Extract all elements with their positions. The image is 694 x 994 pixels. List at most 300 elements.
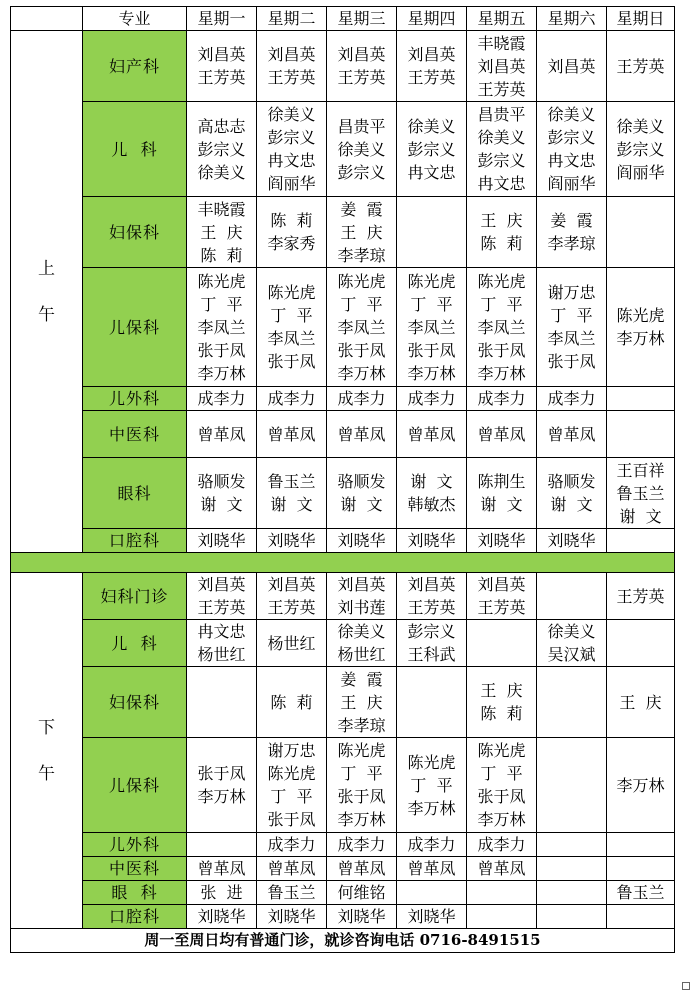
doctor-name: 杨世红 [267,633,316,653]
doctor-name: 张于凤 [477,340,526,360]
doctor-cell [397,268,467,387]
doctor-name: 刘晓华 [477,531,526,550]
doctor-name: 刘晓华 [197,907,246,926]
doctor-name: 彭宗义 [547,128,596,147]
doctor-name: 刘晓华 [547,531,596,550]
doctor-name: 刘晓华 [407,907,456,926]
doctor-name: 王 庆 [480,211,523,230]
doctor-name: 杨世红 [197,645,246,664]
doctor-cell [607,31,675,102]
schedule-row [11,197,675,268]
doctor-name: 刘昌英 [547,56,596,76]
schedule-row [11,667,675,738]
doctor-name: 陈 莉 [270,211,313,230]
doctor-cell [397,857,467,881]
specialty-cell: 儿保科 [83,738,187,833]
doctor-cell [607,529,675,553]
schedule-table [10,6,675,953]
doctor-cell [397,738,467,833]
doctor-name: 刘晓华 [337,531,386,550]
doctor-name: 陈光虎 [267,764,316,783]
doctor-name: 陈光虎 [407,271,456,291]
doctor-cell [467,411,537,458]
doctor-name: 曾革凤 [407,424,456,444]
doctor-cell [187,102,257,197]
doctor-cell [607,387,675,411]
specialty-cell: 口腔科 [83,905,187,929]
doctor-name: 李万林 [477,810,526,829]
doctor-cell [257,529,327,553]
section-separator [11,553,675,573]
schedule-body [11,7,675,953]
doctor-name: 昌贵平 [477,105,526,124]
doctor-name: 张于凤 [337,340,386,360]
doctor-cell [187,411,257,458]
doctor-cell [187,905,257,929]
doctor-name: 姜 霞 [340,669,383,689]
doctor-name: 成李力 [547,389,596,408]
doctor-name: 张于凤 [337,787,386,806]
doctor-name: 刘昌英 [337,45,386,64]
doctor-name: 李孝琼 [337,245,386,265]
doctor-name: 陈光虎 [337,271,386,291]
doctor-name: 张于凤 [197,764,246,783]
doctor-cell [257,387,327,411]
doctor-name: 吴汉斌 [547,645,596,664]
doctor-name: 张于凤 [407,340,456,360]
schedule-row [11,857,675,881]
doctor-cell [257,197,327,268]
footer-row [11,929,675,953]
doctor-cell [537,411,607,458]
period-char: 下 [38,717,55,738]
schedule-row [11,31,675,102]
doctor-name: 刘晓华 [197,531,246,550]
doctor-name: 刘昌英 [407,575,456,594]
doctor-name: 姜 霞 [550,211,593,230]
doctor-cell [327,905,397,929]
doctor-name: 谢 文 [619,506,662,526]
doctor-cell [187,387,257,411]
schedule-row [11,458,675,529]
doctor-name: 王芳英 [267,598,316,617]
doctor-name: 徐美义 [407,116,456,136]
doctor-cell [537,31,607,102]
doctor-name: 谢万忠 [547,283,596,302]
doctor-name: 成李力 [267,835,316,854]
doctor-name: 何维铭 [337,883,386,902]
doctor-cell [257,31,327,102]
specialty-cell: 眼科 [83,458,187,529]
doctor-cell [467,738,537,833]
specialty-cell: 儿保科 [83,268,187,387]
doctor-cell [467,387,537,411]
doctor-name: 成李力 [337,835,386,854]
doctor-name: 陈光虎 [267,283,316,302]
doctor-cell [397,411,467,458]
doctor-name: 丰晓霞 [197,199,246,219]
doctor-cell [397,31,467,102]
doctor-cell [607,102,675,197]
schedule-row [11,738,675,833]
specialty-cell: 口腔科 [83,529,187,553]
doctor-name: 徐美义 [547,105,596,124]
doctor-cell [537,573,607,620]
doctor-name: 徐美义 [197,162,246,182]
doctor-cell [467,268,537,387]
doctor-name: 谢 文 [480,495,523,514]
doctor-name: 王芳英 [407,598,456,617]
doctor-cell [187,738,257,833]
doctor-name: 王芳英 [197,68,246,87]
doctor-cell [327,268,397,387]
doctor-name: 徐美义 [337,139,386,159]
doctor-name: 曾革凤 [197,859,246,878]
doctor-cell [187,458,257,529]
doctor-name: 李孝琼 [337,715,386,735]
doctor-name: 徐美义 [477,128,526,147]
doctor-cell [397,833,467,857]
doctor-name: 刘晓华 [267,531,316,550]
doctor-cell [327,833,397,857]
schedule-row [11,573,675,620]
doctor-name: 刘昌英 [267,575,316,594]
doctor-cell [467,197,537,268]
doctor-cell [537,738,607,833]
doctor-name: 谢 文 [410,472,453,491]
doctor-cell [607,857,675,881]
doctor-name: 陈光虎 [616,306,665,325]
doctor-name: 陈光虎 [477,741,526,760]
doctor-cell [467,573,537,620]
doctor-name: 陈荆生 [477,472,526,491]
doctor-cell [187,529,257,553]
doctor-cell [537,102,607,197]
doctor-name: 丁 平 [480,764,523,783]
doctor-cell [257,573,327,620]
period-label [11,573,83,929]
doctor-name: 成李力 [477,835,526,854]
doctor-cell [187,667,257,738]
doctor-name: 鲁玉兰 [616,483,665,503]
doctor-name: 成李力 [267,389,316,408]
doctor-cell [327,458,397,529]
doctor-cell [397,881,467,905]
doctor-name: 曾革凤 [267,424,316,444]
doctor-cell [467,881,537,905]
doctor-name: 丁 平 [410,294,453,314]
doctor-cell [537,387,607,411]
doctor-name: 鲁玉兰 [616,883,665,902]
doctor-cell [187,268,257,387]
doctor-cell [257,411,327,458]
header-day: 星期二 [257,7,327,31]
doctor-name: 彭宗义 [477,151,526,170]
doctor-cell [257,620,327,667]
header-day: 星期四 [397,7,467,31]
doctor-name: 曾革凤 [267,859,316,878]
specialty-cell: 中医科 [83,857,187,881]
doctor-name: 徐美义 [267,105,316,124]
doctor-cell [397,667,467,738]
doctor-name: 彭宗义 [407,622,456,641]
doctor-name: 王 庆 [480,681,523,700]
doctor-name: 王 庆 [340,222,383,242]
doctor-cell [327,197,397,268]
doctor-name: 丁 平 [410,775,453,795]
doctor-name: 李万林 [337,810,386,829]
doctor-cell [257,667,327,738]
doctor-cell [397,573,467,620]
doctor-name: 骆顺发 [547,472,596,491]
doctor-name: 陈光虎 [477,271,526,291]
doctor-cell [607,833,675,857]
doctor-cell [397,102,467,197]
schedule-row [11,881,675,905]
doctor-name: 昌贵平 [337,116,386,136]
doctor-name: 刘昌英 [197,45,246,64]
doctor-cell [327,411,397,458]
doctor-name: 李凤兰 [337,317,386,337]
doctor-cell [257,881,327,905]
period-label [11,31,83,553]
header-blank [11,7,83,31]
doctor-name: 刘昌英 [407,45,456,64]
doctor-cell [537,529,607,553]
doctor-name: 李万林 [197,787,246,806]
schedule-row [11,905,675,929]
doctor-cell [327,881,397,905]
doctor-cell [607,738,675,833]
doctor-cell [327,387,397,411]
doctor-name: 成李力 [337,389,386,408]
specialty-cell: 妇保科 [83,197,187,268]
doctor-name: 鲁玉兰 [267,883,316,902]
doctor-name: 彭宗义 [407,139,456,159]
doctor-name: 冉文忠 [407,162,456,182]
doctor-name: 冉文忠 [267,151,316,170]
schedule-row [11,268,675,387]
doctor-cell [397,197,467,268]
doctor-cell [537,458,607,529]
doctor-cell [257,857,327,881]
doctor-cell [257,102,327,197]
schedule-row [11,833,675,857]
doctor-cell [187,197,257,268]
doctor-name: 曾革凤 [197,424,246,444]
doctor-name: 骆顺发 [337,472,386,491]
doctor-cell [397,387,467,411]
doctor-cell [327,857,397,881]
doctor-cell [467,529,537,553]
doctor-name: 陈光虎 [407,752,456,772]
doctor-name: 韩敏杰 [407,495,456,514]
doctor-name: 王芳英 [197,598,246,617]
doctor-name: 王 庆 [340,692,383,712]
doctor-name: 骆顺发 [197,472,246,491]
doctor-name: 鲁玉兰 [267,472,316,491]
doctor-cell [467,833,537,857]
doctor-name: 王芳英 [407,68,456,87]
specialty-cell: 妇科门诊 [83,573,187,620]
header-day: 星期三 [327,7,397,31]
doctor-name: 曾革凤 [337,424,386,444]
doctor-name: 彭宗义 [616,139,665,159]
doctor-name: 刘晓华 [337,907,386,926]
doctor-name: 陈 莉 [480,234,523,253]
doctor-cell [537,268,607,387]
doctor-cell [187,833,257,857]
specialty-cell: 妇产科 [83,31,187,102]
doctor-cell [607,620,675,667]
schedule-row [11,387,675,411]
doctor-cell [607,881,675,905]
doctor-name: 李凤兰 [407,317,456,337]
doctor-name: 曾革凤 [477,859,526,878]
doctor-name: 阎丽华 [616,162,665,182]
schedule-row [11,102,675,197]
doctor-name: 李万林 [407,798,456,818]
doctor-name: 李凤兰 [267,329,316,348]
doctor-cell [327,102,397,197]
doctor-cell [257,905,327,929]
schedule-row [11,620,675,667]
doctor-name: 李万林 [616,775,665,795]
doctor-cell [607,411,675,458]
footer-note: 周一至周日均有普通门诊，就诊咨询电话 0716-8491515 [11,929,675,953]
doctor-name: 姜 霞 [340,199,383,219]
doctor-cell [467,905,537,929]
doctor-cell [607,573,675,620]
doctor-name: 冉文忠 [547,151,596,170]
doctor-name: 丁 平 [550,306,593,325]
doctor-name: 李凤兰 [477,317,526,337]
doctor-name: 徐美义 [547,622,596,641]
doctor-name: 彭宗义 [337,162,386,182]
doctor-cell [397,620,467,667]
specialty-cell: 眼 科 [83,881,187,905]
doctor-cell [537,833,607,857]
doctor-name: 张 进 [200,883,243,902]
specialty-cell: 儿 科 [83,620,187,667]
doctor-name: 谢 文 [270,495,313,514]
doctor-name: 阎丽华 [267,174,316,193]
doctor-cell [607,667,675,738]
doctor-name: 丁 平 [270,787,313,806]
doctor-name: 丁 平 [270,306,313,325]
doctor-cell [327,31,397,102]
doctor-name: 刘昌英 [337,575,386,594]
doctor-name: 李万林 [616,329,665,348]
doctor-name: 谢 文 [200,495,243,514]
doctor-name: 王芳英 [616,586,665,606]
doctor-cell [607,197,675,268]
doctor-name: 张于凤 [197,340,246,360]
doctor-name: 刘晓华 [267,907,316,926]
doctor-name: 刘晓华 [407,531,456,550]
doctor-cell [607,905,675,929]
doctor-name: 彭宗义 [197,139,246,159]
doctor-name: 丁 平 [200,294,243,314]
doctor-name: 陈 莉 [480,704,523,723]
doctor-cell [397,529,467,553]
doctor-name: 谢 文 [340,495,383,514]
doctor-name: 刘书莲 [337,598,386,617]
resize-handle [682,982,690,990]
specialty-cell: 儿外科 [83,833,187,857]
doctor-name: 王科武 [407,645,456,664]
doctor-cell [397,458,467,529]
doctor-name: 李家秀 [267,234,316,253]
doctor-name: 陈 莉 [270,692,313,712]
doctor-cell [327,573,397,620]
doctor-cell [467,102,537,197]
doctor-cell [327,738,397,833]
doctor-name: 徐美义 [337,622,386,641]
doctor-cell [607,458,675,529]
doctor-name: 徐美义 [616,116,665,136]
doctor-name: 谢万忠 [267,741,316,760]
doctor-cell [327,667,397,738]
header-day: 星期六 [537,7,607,31]
doctor-name: 王芳英 [477,79,526,99]
doctor-name: 曾革凤 [337,859,386,878]
header-day: 星期一 [187,7,257,31]
doctor-name: 陈光虎 [197,271,246,291]
doctor-cell [537,905,607,929]
header-specialty: 专业 [83,7,187,31]
doctor-name: 阎丽华 [547,174,596,193]
doctor-name: 张于凤 [477,787,526,806]
doctor-cell [537,857,607,881]
doctor-name: 曾革凤 [477,424,526,444]
doctor-name: 冉文忠 [197,622,246,641]
doctor-name: 丁 平 [480,294,523,314]
specialty-cell: 妇保科 [83,667,187,738]
doctor-name: 冉文忠 [477,174,526,193]
doctor-name: 陈 莉 [200,245,243,265]
doctor-name: 丁 平 [340,294,383,314]
doctor-name: 曾革凤 [407,859,456,878]
doctor-name: 杨世红 [337,645,386,664]
header-day: 星期五 [467,7,537,31]
doctor-name: 李凤兰 [197,317,246,337]
doctor-name: 王芳英 [616,56,665,76]
doctor-name: 王 庆 [619,692,662,712]
doctor-name: 成李力 [197,389,246,408]
doctor-name: 王芳英 [337,68,386,87]
doctor-name: 高忠志 [197,116,246,136]
doctor-name: 李万林 [337,363,386,383]
doctor-name: 张于凤 [267,810,316,829]
specialty-cell: 中医科 [83,411,187,458]
doctor-name: 王芳英 [267,68,316,87]
doctor-name: 曾革凤 [547,424,596,444]
doctor-cell [257,268,327,387]
doctor-cell [327,529,397,553]
doctor-cell [327,620,397,667]
period-char: 午 [38,763,55,784]
doctor-cell [467,620,537,667]
doctor-cell [187,857,257,881]
doctor-cell [187,573,257,620]
doctor-name: 李凤兰 [547,329,596,348]
doctor-name: 丰晓霞 [477,33,526,53]
doctor-name: 成李力 [407,835,456,854]
doctor-name: 成李力 [477,389,526,408]
doctor-cell [467,667,537,738]
specialty-cell: 儿 科 [83,102,187,197]
